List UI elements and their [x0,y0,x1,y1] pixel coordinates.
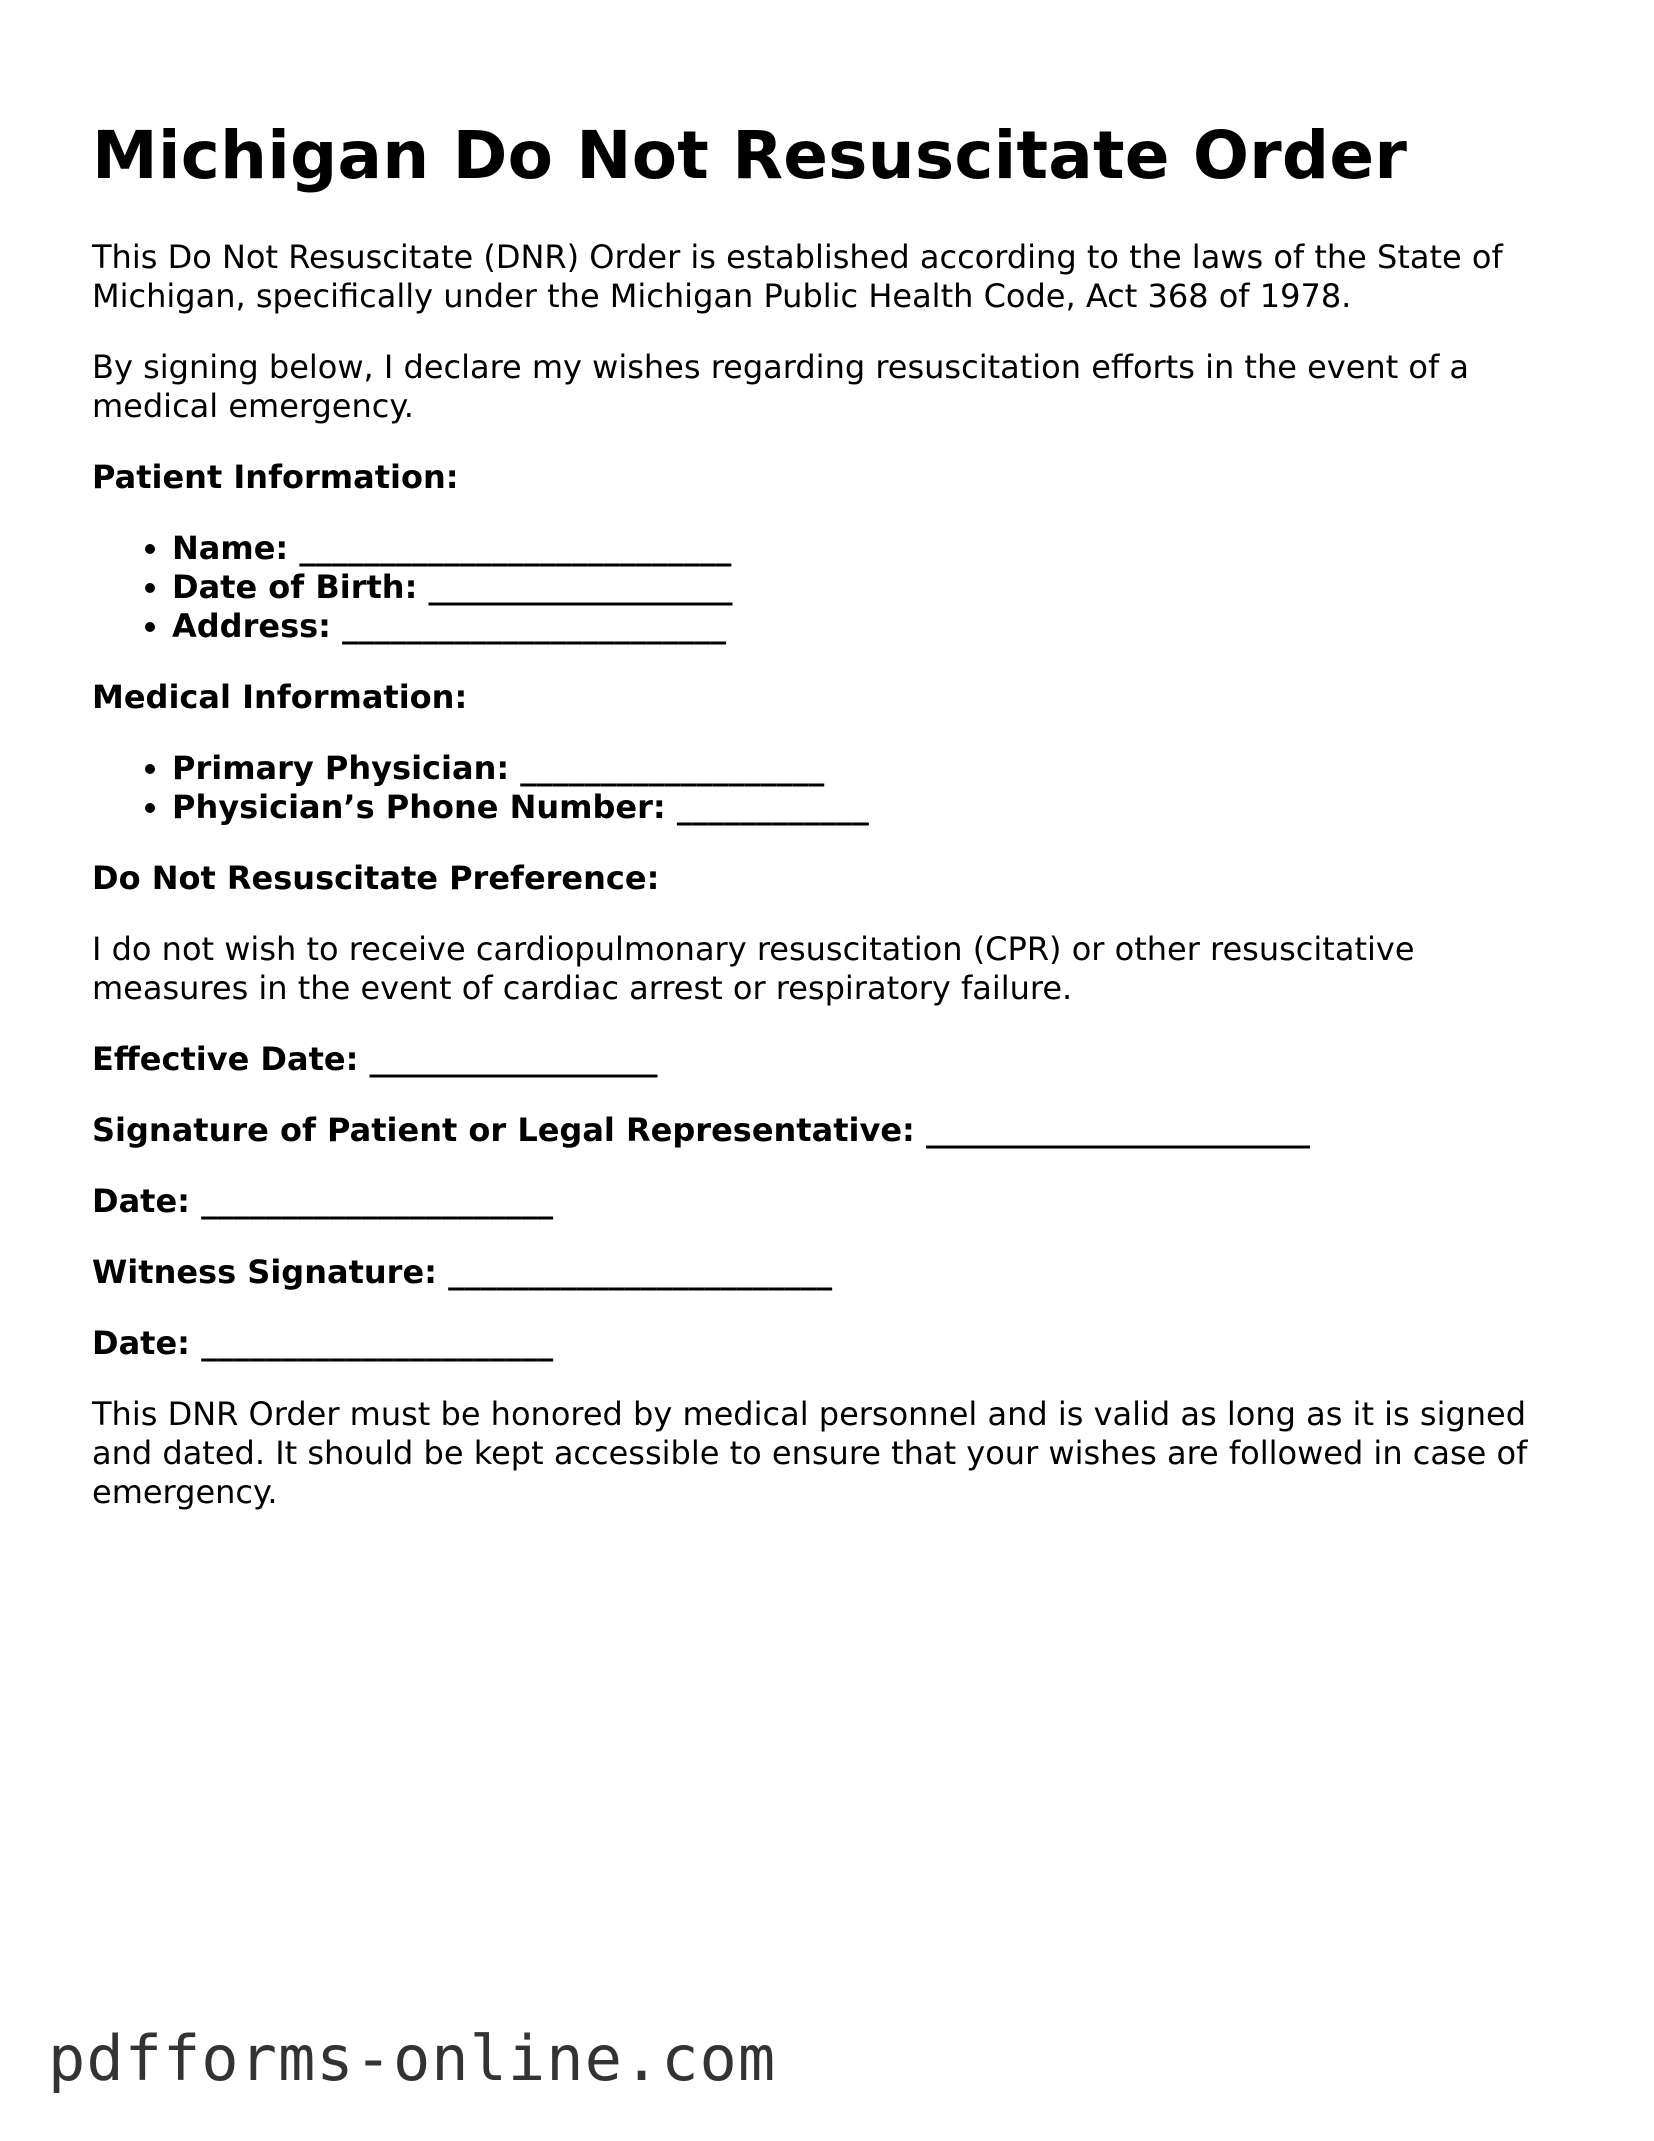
patient-dob-field [172,568,1572,607]
effective-date-blank[interactable]: __________________ [369,1040,658,1078]
effective-date-field [92,1040,1572,1079]
patient-address-label: Address: [172,607,331,645]
patient-signature-date-label: Date: [92,1182,190,1220]
primary-physician-blank[interactable]: ___________________ [520,749,825,787]
patient-address-blank[interactable]: ________________________ [342,607,727,645]
medical-information-list [92,749,1572,827]
witness-signature-field [92,1253,1572,1292]
medical-information-heading: Medical Information: [92,678,468,716]
patient-information-heading: Patient Information: [92,458,459,496]
dnr-preference-heading: Do Not Resuscitate Preference: [92,859,660,897]
physician-phone-label: Physician’s Phone Number: [172,788,666,826]
patient-name-blank[interactable]: ___________________________ [299,529,732,567]
patient-signature-date-field [92,1182,1572,1221]
document-title: Michigan Do Not Resuscitate Order [92,117,1408,194]
patient-signature-date-blank[interactable]: ______________________ [201,1182,554,1220]
watermark-text: pdfforms-online.com [48,2022,777,2095]
patient-signature-field [92,1111,1572,1150]
patient-dob-label: Date of Birth: [172,568,418,606]
intro-paragraph-2: By signing below, I declare my wishes regarding resuscitation efforts in the event of a medical emergency. [92,348,1470,425]
patient-signature-label: Signature of Patient or Legal Representative: [92,1111,915,1149]
witness-signature-date-label: Date: [92,1324,190,1362]
patient-address-field [172,607,1572,646]
physician-phone-blank[interactable]: ____________ [676,788,869,826]
dnr-preference-text: I do not wish to receive cardiopulmonary resuscitation (CPR) or other resuscitative measures in the event of cardiac arrest or respiratory failure. [92,930,1415,1007]
witness-signature-blank[interactable]: ________________________ [448,1253,833,1291]
effective-date-label: Effective Date: [92,1040,359,1078]
patient-name-label: Name: [172,529,289,567]
witness-signature-label: Witness Signature: [92,1253,437,1291]
document-page [92,112,1572,1544]
primary-physician-label: Primary Physician: [172,749,510,787]
primary-physician-field [172,749,1572,788]
patient-signature-blank[interactable]: ________________________ [925,1111,1310,1149]
closing-paragraph: This DNR Order must be honored by medical personnel and is valid as long as it is signed and dated. It should be kept accessible to ensure that your wishes are followed in case of emergency. [92,1395,1528,1511]
witness-signature-date-blank[interactable]: ______________________ [201,1324,554,1362]
patient-dob-blank[interactable]: ___________________ [428,568,733,606]
physician-phone-field [172,788,1572,827]
intro-paragraph-1: This Do Not Resuscitate (DNR) Order is established according to the laws of the State of Michigan, specifically under the Michigan Public Health Code, Act 368 of 1978. [92,238,1503,315]
patient-name-field [172,529,1572,568]
witness-signature-date-field [92,1324,1572,1363]
patient-information-list [92,529,1572,646]
